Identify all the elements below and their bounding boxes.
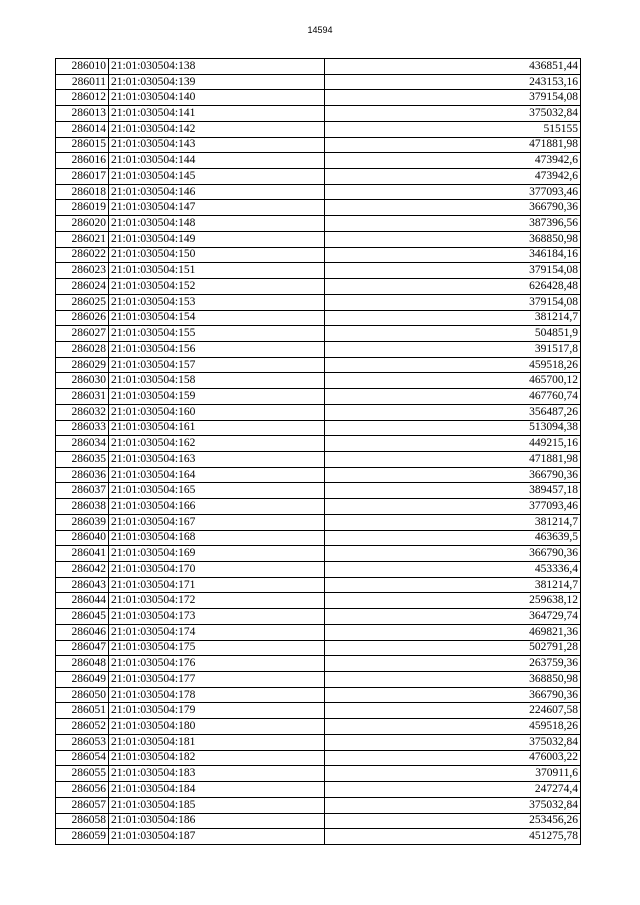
table-row [56,420,581,436]
table-row [56,404,581,420]
table-row [56,766,581,782]
row-number-cell: 286010 [56,59,109,75]
registry-table [55,58,581,845]
table-row [56,672,581,688]
table-row [56,562,581,578]
row-number-cell: 286014 [56,121,109,137]
row-number-cell: 286034 [56,436,109,452]
table-row [56,436,581,452]
table-row [56,90,581,106]
registry-table-body [56,59,581,845]
row-number-cell: 286042 [56,562,109,578]
table-row [56,247,581,263]
cadastral-number-cell: 21:01:030504:153 [109,294,325,310]
cadastral-number-cell: 21:01:030504:140 [109,90,325,106]
value-cell: 449215,16 [325,436,581,452]
row-number-cell: 286040 [56,530,109,546]
value-cell: 381214,7 [325,514,581,530]
cadastral-number-cell: 21:01:030504:159 [109,389,325,405]
value-cell: 459518,26 [325,357,581,373]
value-cell: 224607,58 [325,703,581,719]
cadastral-number-cell: 21:01:030504:180 [109,719,325,735]
table-row [56,546,581,562]
value-cell: 366790,36 [325,546,581,562]
row-number-cell: 286049 [56,672,109,688]
value-cell: 247274,4 [325,782,581,798]
cadastral-number-cell: 21:01:030504:187 [109,829,325,845]
table-row [56,200,581,216]
value-cell: 453336,4 [325,562,581,578]
table-row [56,514,581,530]
row-number-cell: 286054 [56,750,109,766]
value-cell: 626428,48 [325,279,581,295]
cadastral-number-cell: 21:01:030504:168 [109,530,325,546]
value-cell: 243153,16 [325,74,581,90]
table-row [56,813,581,829]
row-number-cell: 286029 [56,357,109,373]
row-number-cell: 286058 [56,813,109,829]
value-cell: 504851,9 [325,326,581,342]
row-number-cell: 286023 [56,263,109,279]
cadastral-number-cell: 21:01:030504:157 [109,357,325,373]
cadastral-number-cell: 21:01:030504:149 [109,231,325,247]
cadastral-number-cell: 21:01:030504:145 [109,169,325,185]
row-number-cell: 286026 [56,310,109,326]
cadastral-number-cell: 21:01:030504:185 [109,797,325,813]
table-row [56,137,581,153]
table-row [56,483,581,499]
row-number-cell: 286032 [56,404,109,420]
cadastral-number-cell: 21:01:030504:176 [109,656,325,672]
table-row [56,750,581,766]
row-number-cell: 286011 [56,74,109,90]
table-row [56,829,581,845]
value-cell: 368850,98 [325,231,581,247]
row-number-cell: 286028 [56,341,109,357]
table-row [56,294,581,310]
table-row [56,279,581,295]
cadastral-number-cell: 21:01:030504:173 [109,609,325,625]
row-number-cell: 286056 [56,782,109,798]
cadastral-number-cell: 21:01:030504:156 [109,341,325,357]
table-row [56,703,581,719]
cadastral-number-cell: 21:01:030504:170 [109,562,325,578]
row-number-cell: 286055 [56,766,109,782]
cadastral-number-cell: 21:01:030504:171 [109,577,325,593]
cadastral-number-cell: 21:01:030504:172 [109,593,325,609]
cadastral-number-cell: 21:01:030504:175 [109,640,325,656]
cadastral-number-cell: 21:01:030504:141 [109,106,325,122]
cadastral-number-cell: 21:01:030504:164 [109,467,325,483]
value-cell: 370911,6 [325,766,581,782]
table-row [56,373,581,389]
cadastral-number-cell: 21:01:030504:158 [109,373,325,389]
cadastral-number-cell: 21:01:030504:169 [109,546,325,562]
table-row [56,797,581,813]
cadastral-number-cell: 21:01:030504:144 [109,153,325,169]
value-cell: 377093,46 [325,499,581,515]
row-number-cell: 286035 [56,451,109,467]
value-cell: 451275,78 [325,829,581,845]
cadastral-number-cell: 21:01:030504:178 [109,687,325,703]
value-cell: 379154,08 [325,294,581,310]
cadastral-number-cell: 21:01:030504:177 [109,672,325,688]
cadastral-number-cell: 21:01:030504:155 [109,326,325,342]
value-cell: 476003,22 [325,750,581,766]
cadastral-number-cell: 21:01:030504:186 [109,813,325,829]
value-cell: 502791,28 [325,640,581,656]
row-number-cell: 286020 [56,216,109,232]
row-number-cell: 286016 [56,153,109,169]
table-row [56,687,581,703]
row-number-cell: 286021 [56,231,109,247]
cadastral-number-cell: 21:01:030504:151 [109,263,325,279]
value-cell: 346184,16 [325,247,581,263]
cadastral-number-cell: 21:01:030504:184 [109,782,325,798]
cadastral-number-cell: 21:01:030504:174 [109,624,325,640]
value-cell: 467760,74 [325,389,581,405]
row-number-cell: 286025 [56,294,109,310]
table-row [56,467,581,483]
table-row [56,184,581,200]
row-number-cell: 286012 [56,90,109,106]
row-number-cell: 286052 [56,719,109,735]
value-cell: 436851,44 [325,59,581,75]
row-number-cell: 286057 [56,797,109,813]
cadastral-number-cell: 21:01:030504:161 [109,420,325,436]
value-cell: 364729,74 [325,609,581,625]
table-row [56,121,581,137]
row-number-cell: 286027 [56,326,109,342]
value-cell: 366790,36 [325,687,581,703]
value-cell: 469821,36 [325,624,581,640]
table-row [56,624,581,640]
cadastral-number-cell: 21:01:030504:148 [109,216,325,232]
value-cell: 381214,7 [325,310,581,326]
row-number-cell: 286046 [56,624,109,640]
cadastral-number-cell: 21:01:030504:138 [109,59,325,75]
row-number-cell: 286059 [56,829,109,845]
table-row [56,719,581,735]
cadastral-number-cell: 21:01:030504:166 [109,499,325,515]
row-number-cell: 286045 [56,609,109,625]
cadastral-number-cell: 21:01:030504:182 [109,750,325,766]
value-cell: 368850,98 [325,672,581,688]
value-cell: 465700,12 [325,373,581,389]
table-row [56,341,581,357]
row-number-cell: 286038 [56,499,109,515]
table-row [56,153,581,169]
table-row [56,326,581,342]
cadastral-number-cell: 21:01:030504:154 [109,310,325,326]
value-cell: 381214,7 [325,577,581,593]
value-cell: 389457,18 [325,483,581,499]
value-cell: 463639,5 [325,530,581,546]
cadastral-number-cell: 21:01:030504:152 [109,279,325,295]
value-cell: 379154,08 [325,263,581,279]
row-number-cell: 286051 [56,703,109,719]
value-cell: 513094,38 [325,420,581,436]
cadastral-number-cell: 21:01:030504:160 [109,404,325,420]
value-cell: 387396,56 [325,216,581,232]
table-row [56,310,581,326]
table-row [56,451,581,467]
row-number-cell: 286024 [56,279,109,295]
value-cell: 366790,36 [325,467,581,483]
cadastral-number-cell: 21:01:030504:146 [109,184,325,200]
table-row [56,593,581,609]
table-row [56,231,581,247]
value-cell: 253456,26 [325,813,581,829]
value-cell: 391517,8 [325,341,581,357]
table-row [56,263,581,279]
row-number-cell: 286048 [56,656,109,672]
table-row [56,169,581,185]
value-cell: 375032,84 [325,106,581,122]
page-number: 14594 [307,25,333,35]
cadastral-number-cell: 21:01:030504:181 [109,734,325,750]
cadastral-number-cell: 21:01:030504:139 [109,74,325,90]
cadastral-number-cell: 21:01:030504:167 [109,514,325,530]
table-row [56,357,581,373]
value-cell: 473942,6 [325,153,581,169]
cadastral-number-cell: 21:01:030504:147 [109,200,325,216]
row-number-cell: 286030 [56,373,109,389]
row-number-cell: 286041 [56,546,109,562]
table-row [56,499,581,515]
row-number-cell: 286015 [56,137,109,153]
cadastral-number-cell: 21:01:030504:150 [109,247,325,263]
row-number-cell: 286044 [56,593,109,609]
table-row [56,216,581,232]
value-cell: 377093,46 [325,184,581,200]
table-row [56,106,581,122]
value-cell: 379154,08 [325,90,581,106]
row-number-cell: 286033 [56,420,109,436]
row-number-cell: 286017 [56,169,109,185]
value-cell: 263759,36 [325,656,581,672]
row-number-cell: 286047 [56,640,109,656]
cadastral-number-cell: 21:01:030504:143 [109,137,325,153]
row-number-cell: 286019 [56,200,109,216]
value-cell: 259638,12 [325,593,581,609]
cadastral-number-cell: 21:01:030504:165 [109,483,325,499]
value-cell: 375032,84 [325,797,581,813]
row-number-cell: 286039 [56,514,109,530]
table-row [56,609,581,625]
table-row [56,74,581,90]
table-row [56,656,581,672]
table-row [56,577,581,593]
value-cell: 515155 [325,121,581,137]
row-number-cell: 286053 [56,734,109,750]
value-cell: 471881,98 [325,451,581,467]
cadastral-number-cell: 21:01:030504:163 [109,451,325,467]
value-cell: 471881,98 [325,137,581,153]
row-number-cell: 286022 [56,247,109,263]
value-cell: 356487,26 [325,404,581,420]
cadastral-number-cell: 21:01:030504:179 [109,703,325,719]
value-cell: 473942,6 [325,169,581,185]
cadastral-number-cell: 21:01:030504:162 [109,436,325,452]
table-row [56,640,581,656]
value-cell: 366790,36 [325,200,581,216]
row-number-cell: 286013 [56,106,109,122]
value-cell: 459518,26 [325,719,581,735]
value-cell: 375032,84 [325,734,581,750]
row-number-cell: 286050 [56,687,109,703]
row-number-cell: 286037 [56,483,109,499]
table-row [56,782,581,798]
table-row [56,530,581,546]
row-number-cell: 286043 [56,577,109,593]
row-number-cell: 286031 [56,389,109,405]
table-row [56,389,581,405]
cadastral-number-cell: 21:01:030504:142 [109,121,325,137]
table-row [56,734,581,750]
cadastral-number-cell: 21:01:030504:183 [109,766,325,782]
row-number-cell: 286036 [56,467,109,483]
table-row [56,59,581,75]
row-number-cell: 286018 [56,184,109,200]
